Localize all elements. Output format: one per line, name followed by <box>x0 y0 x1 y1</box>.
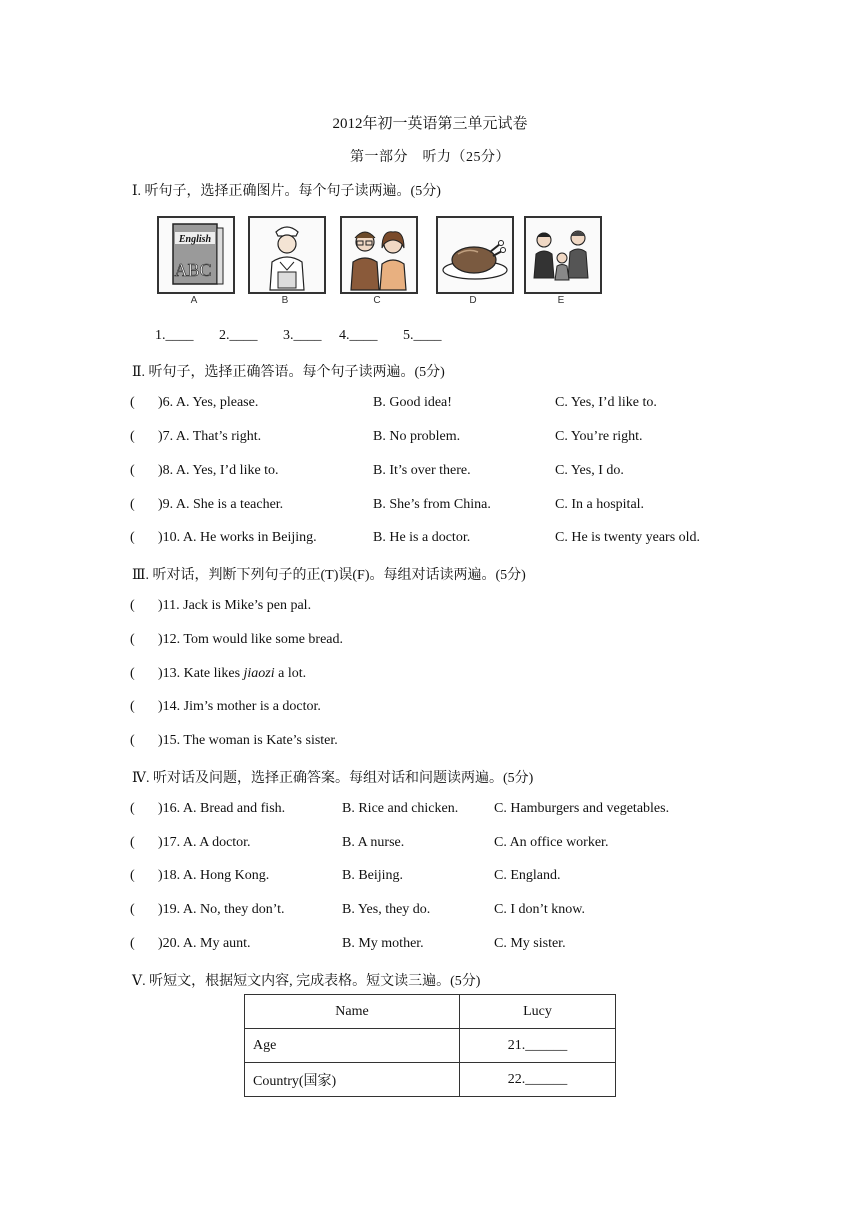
table-row <box>245 1029 616 1063</box>
book-title-text: English <box>178 234 212 245</box>
picture-label-a: A <box>190 295 198 306</box>
question-7-option-c: C. You’re right. <box>555 429 643 444</box>
table-row <box>245 1063 616 1097</box>
question-19-option-c: C. I don’t know. <box>494 902 585 917</box>
question-6-option-b: B. Good idea! <box>373 395 452 410</box>
info-table <box>244 994 616 1097</box>
question-9-option-c: C. In a hospital. <box>555 497 645 512</box>
part-subtitle: 第一部分 听力（25分） <box>350 150 510 165</box>
question-10: )10. A. He works in Beijing. <box>158 530 317 545</box>
english-book-icon <box>157 216 235 294</box>
couple-icon <box>340 216 418 294</box>
picture-row <box>155 216 605 312</box>
answer-blank[interactable]: 4.____ <box>339 328 378 343</box>
answer-paren[interactable]: ( <box>130 530 135 545</box>
picture-label-e: E <box>557 295 565 306</box>
table-cell: Age <box>245 1029 460 1063</box>
answer-paren[interactable]: ( <box>130 801 135 816</box>
answer-paren[interactable]: ( <box>130 497 135 512</box>
answer-blank[interactable]: 1.____ <box>155 328 194 343</box>
answer-paren[interactable]: ( <box>130 733 135 748</box>
table-cell: Lucy <box>460 995 616 1029</box>
answer-blank[interactable]: 3.____ <box>283 328 322 343</box>
question-18: )18. A. Hong Kong. <box>158 868 270 883</box>
section1-heading: Ⅰ. 听句子，选择正确图片。每个句子读两遍。(5分) <box>132 184 441 199</box>
answer-paren[interactable]: ( <box>130 395 135 410</box>
statement-12: )12. Tom would like some bread. <box>158 632 344 647</box>
question-16-option-c: C. Hamburgers and vegetables. <box>494 801 670 816</box>
statement-14: )14. Jim’s mother is a doctor. <box>158 699 321 714</box>
roast-chicken-icon <box>436 216 514 294</box>
answer-paren[interactable]: ( <box>130 699 135 714</box>
question-18-option-b: B. Beijing. <box>342 868 404 883</box>
answer-paren[interactable]: ( <box>130 666 135 681</box>
question-18-option-c: C. England. <box>494 868 561 883</box>
table-cell-blank[interactable]: 22.______ <box>460 1063 616 1097</box>
book-letters-text: ABC <box>174 260 212 280</box>
answer-paren[interactable]: ( <box>130 868 135 883</box>
question-8: )8. A. Yes, I’d like to. <box>158 463 279 478</box>
table-row <box>245 995 616 1029</box>
picture-label-d: D <box>469 295 477 306</box>
table-cell-blank[interactable]: 21.______ <box>460 1029 616 1063</box>
section5-heading: Ⅴ. 听短文，根据短文内容, 完成表格。短文读三遍。(5分) <box>132 974 481 989</box>
question-9: )9. A. She is a teacher. <box>158 497 284 512</box>
answer-blank[interactable]: 5.____ <box>403 328 442 343</box>
question-19-option-b: B. Yes, they do. <box>342 902 431 917</box>
question-17-option-c: C. An office worker. <box>494 835 609 850</box>
section2-heading: Ⅱ. 听句子，选择正确答语。每个句子读两遍。(5分) <box>132 365 445 380</box>
answer-paren[interactable]: ( <box>130 598 135 613</box>
nurse-icon <box>248 216 326 294</box>
question-17: )17. A. A doctor. <box>158 835 251 850</box>
answer-paren[interactable]: ( <box>130 429 135 444</box>
question-8-option-b: B. It’s over there. <box>373 463 471 478</box>
statement-13-post: a lot. <box>274 666 307 681</box>
question-7: )7. A. That’s right. <box>158 429 262 444</box>
question-10-option-c: C. He is twenty years old. <box>555 530 701 545</box>
question-16-option-b: B. Rice and chicken. <box>342 801 459 816</box>
answer-paren[interactable]: ( <box>130 835 135 850</box>
question-17-option-b: B. A nurse. <box>342 835 405 850</box>
statement-13-pre: )13. Kate likes <box>158 666 244 681</box>
question-20-option-c: C. My sister. <box>494 936 566 951</box>
people-meeting-icon <box>524 216 602 294</box>
question-9-option-b: B. She’s from China. <box>373 497 491 512</box>
table-cell: Country(国家) <box>245 1063 460 1097</box>
answer-paren[interactable]: ( <box>130 632 135 647</box>
question-8-option-c: C. Yes, I do. <box>555 463 624 478</box>
question-10-option-b: B. He is a doctor. <box>373 530 471 545</box>
question-20: )20. A. My aunt. <box>158 936 251 951</box>
question-6: )6. A. Yes, please. <box>158 395 259 410</box>
answer-paren[interactable]: ( <box>130 902 135 917</box>
answer-blanks <box>155 328 464 344</box>
statement-15: )15. The woman is Kate’s sister. <box>158 733 338 748</box>
statement-13-italic: jiaozi <box>243 666 275 681</box>
question-7-option-b: B. No problem. <box>373 429 461 444</box>
answer-blank[interactable]: 2.____ <box>219 328 258 343</box>
question-6-option-c: C. Yes, I’d like to. <box>555 395 657 410</box>
section3-heading: Ⅲ. 听对话，判断下列句子的正(T)误(F)。每组对话读两遍。(5分) <box>132 568 526 583</box>
question-19: )19. A. No, they don’t. <box>158 902 285 917</box>
statement-13 <box>158 666 306 682</box>
section4-heading: Ⅳ. 听对话及问题，选择正确答案。每组对话和问题读两遍。(5分) <box>132 771 534 786</box>
statement-11: )11. Jack is Mike’s pen pal. <box>158 598 312 613</box>
question-16: )16. A. Bread and fish. <box>158 801 286 816</box>
picture-label-b: B <box>281 295 289 306</box>
picture-label-c: C <box>373 295 381 306</box>
table-cell: Name <box>245 995 460 1029</box>
page-title: 2012年初一英语第三单元试卷 <box>332 116 528 132</box>
question-20-option-b: B. My mother. <box>342 936 424 951</box>
answer-paren[interactable]: ( <box>130 463 135 478</box>
answer-paren[interactable]: ( <box>130 936 135 951</box>
